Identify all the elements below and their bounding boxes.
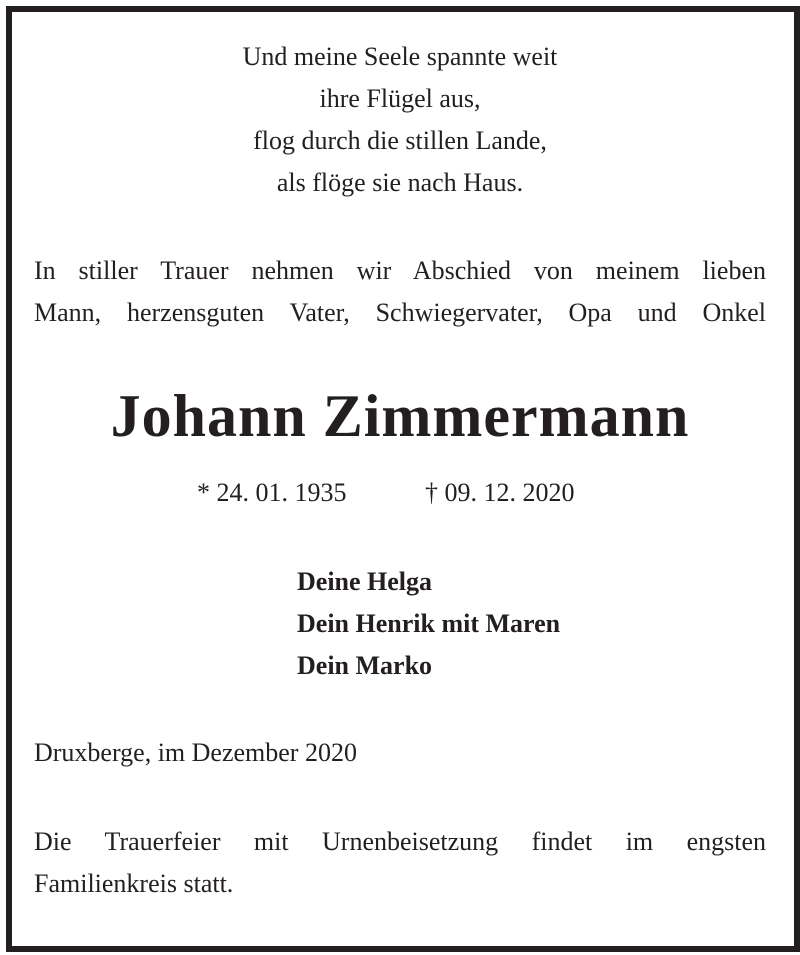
poem-line: flog durch die stillen Lande, — [253, 126, 547, 155]
poem-line: ihre Flügel aus, — [319, 84, 481, 113]
birth-date: * 24. 01. 1935 — [197, 478, 347, 507]
place-date: Druxberge, im Dezember 2020 — [34, 738, 357, 767]
poem — [0, 36, 800, 204]
family-member: Deine Helga — [297, 567, 433, 596]
death-date: † 09. 12. 2020 — [425, 478, 575, 507]
intro-line: In stiller Trauer nehmen wir Abschied von meinem lieben — [34, 256, 766, 285]
family-member: Dein Henrik mit Maren — [297, 609, 561, 638]
funeral-note — [34, 821, 766, 905]
intro-line: Mann, herzensguten Vater, Schwiegervater, Opa und Onkel — [34, 298, 766, 327]
poem-line: Und meine Seele spannte weit — [242, 42, 558, 71]
deceased-name: Johann Zimmermann — [110, 383, 690, 449]
intro-text — [34, 250, 766, 334]
note-line: Familienkreis statt. — [34, 869, 234, 898]
family-member: Dein Marko — [297, 651, 433, 680]
family-signatures — [297, 561, 560, 687]
poem-line: als flöge sie nach Haus. — [276, 168, 524, 197]
note-line: Die Trauerfeier mit Urnenbeisetzung findet im engsten — [34, 827, 766, 856]
